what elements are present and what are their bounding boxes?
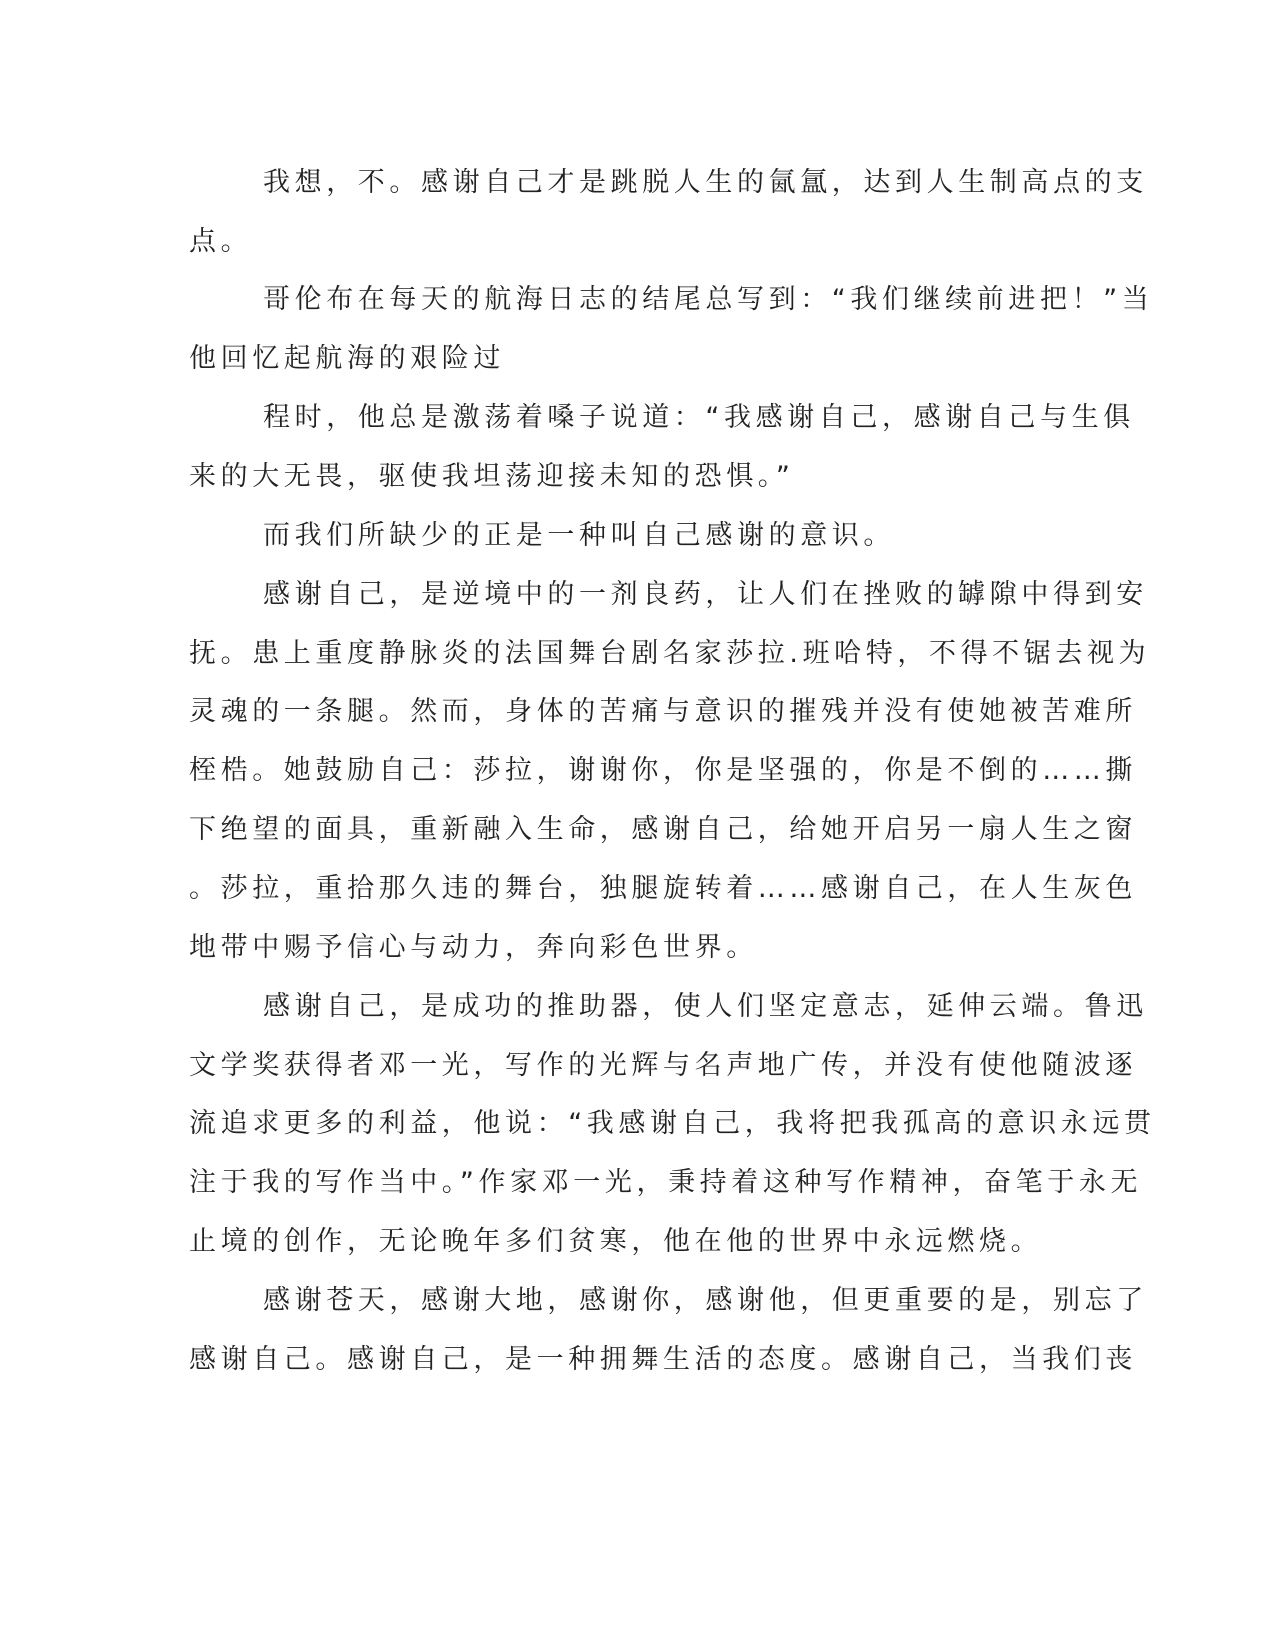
text-line: 文学奖获得者邓一光，写作的光辉与名声地广传，并没有使他随波逐 [189, 1050, 1137, 1081]
text-line: 注于我的写作当中。”作家邓一光，秉持着这种写作精神，奋笔于永无 [189, 1167, 1143, 1198]
text-line: 程时，他总是激荡着嗓子说道：“我感谢自己，感谢自己与生俱 [263, 402, 1135, 433]
text-line: 地带中赐予信心与动力，奔向彩色世界。 [189, 932, 758, 963]
text-line: 感谢自己。感谢自己，是一种拥舞生活的态度。感谢自己，当我们丧 [189, 1344, 1137, 1375]
text-line: 来的大无畏，驱使我坦荡迎接未知的恐惧。” [189, 461, 795, 492]
text-line: 他回忆起航海的艰险过 [189, 343, 505, 374]
text-line: 桎梏。她鼓励自己：莎拉，谢谢你，你是坚强的，你是不倒的……撕 [189, 755, 1137, 786]
text-line: 感谢自己，是成功的推助器，使人们坚定意志，延伸云端。鲁迅 [263, 991, 1148, 1022]
text-line: 。莎拉，重拾那久违的舞台，独腿旋转着……感谢自己，在人生灰色 [189, 873, 1137, 904]
text-line: 感谢苍天，感谢大地，感谢你，感谢他，但更重要的是，别忘了 [263, 1285, 1148, 1316]
text-line: 感谢自己，是逆境中的一剂良药，让人们在挫败的罅隙中得到安 [263, 579, 1148, 610]
text-line: 灵魂的一条腿。然而，身体的苦痛与意识的摧残并没有使她被苦难所 [189, 696, 1137, 727]
text-line: 抚。患上重度静脉炎的法国舞台剧名家莎拉.班哈特，不得不锯去视为 [189, 638, 1151, 669]
text-line: 哥伦布在每天的航海日志的结尾总写到：“我们继续前进把！”当 [263, 284, 1154, 315]
text-line: 下绝望的面具，重新融入生命，感谢自己，给她开启另一扇人生之窗 [189, 814, 1137, 845]
text-line: 点。 [189, 226, 253, 257]
text-line: 止境的创作，无论晚年多们贫寒，他在他的世界中永远燃烧。 [189, 1226, 1043, 1257]
text-line: 我想，不。感谢自己才是跳脱人生的氤氲，达到人生制高点的支 [263, 167, 1148, 198]
text-line: 而我们所缺少的正是一种叫自己感谢的意识。 [263, 520, 895, 551]
text-line: 流追求更多的利益，他说：“我感谢自己，我将把我孤高的意识永远贯 [189, 1108, 1156, 1139]
